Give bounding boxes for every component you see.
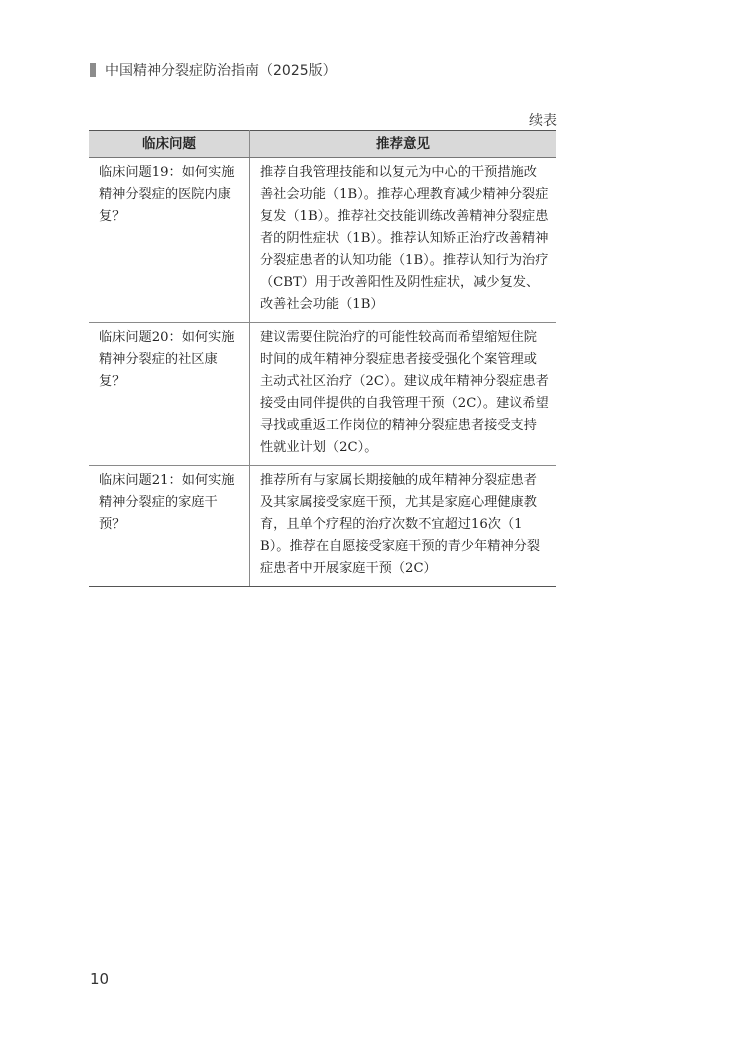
recommendation-cell: 建议需要住院治疗的可能性较高而希望缩短住院时间的成年精神分裂症患者接受强化个案管理或主动式社区治疗（2C）。建议成年精神分裂症患者接受由同伴提供的自我管理干预（2C）。建议希望寻找或重返工作岗位的精神分裂症患者接受支持性就业计划（2C）。	[250, 323, 557, 466]
running-head	[90, 60, 337, 80]
table-row	[89, 158, 556, 323]
recommendation-cell: 推荐所有与家属长期接触的成年精神分裂症患者及其家属接受家庭干预，尤其是家庭心理健康教育，且单个疗程的治疗次数不宜超过16次（1B）。推荐在自愿接受家庭干预的青少年精神分裂症患者中开展家庭干预（2C）	[250, 466, 557, 587]
header-bar-mark	[90, 63, 96, 77]
clinical-question-cell: 临床问题20：如何实施精神分裂症的社区康复？	[89, 323, 250, 466]
page-number: 10	[90, 970, 110, 988]
recommendation-cell: 推荐自我管理技能和以复元为中心的干预措施改善社会功能（1B）。推荐心理教育减少精神分裂症复发（1B）。推荐社交技能训练改善精神分裂症患者的阴性症状（1B）。推荐认知矫正治疗改善精神分裂症患者的认知功能（1B）。推荐认知行为治疗（CBT）用于改善阳性及阴性症状，减少复发、改善社会功能（1B）	[250, 158, 557, 323]
table-header-row	[89, 131, 556, 158]
column-header-recommendation: 推荐意见	[250, 131, 557, 158]
clinical-question-cell: 临床问题21：如何实施精神分裂症的家庭干预？	[89, 466, 250, 587]
running-title: 中国精神分裂症防治指南（2025版）	[105, 63, 337, 79]
clinical-question-cell: 临床问题19：如何实施精神分裂症的医院内康复？	[89, 158, 250, 323]
continued-label: 续表	[529, 113, 557, 129]
table-row	[89, 466, 556, 587]
column-header-question: 临床问题	[89, 131, 250, 158]
recommendation-table	[89, 130, 556, 587]
table-row	[89, 323, 556, 466]
